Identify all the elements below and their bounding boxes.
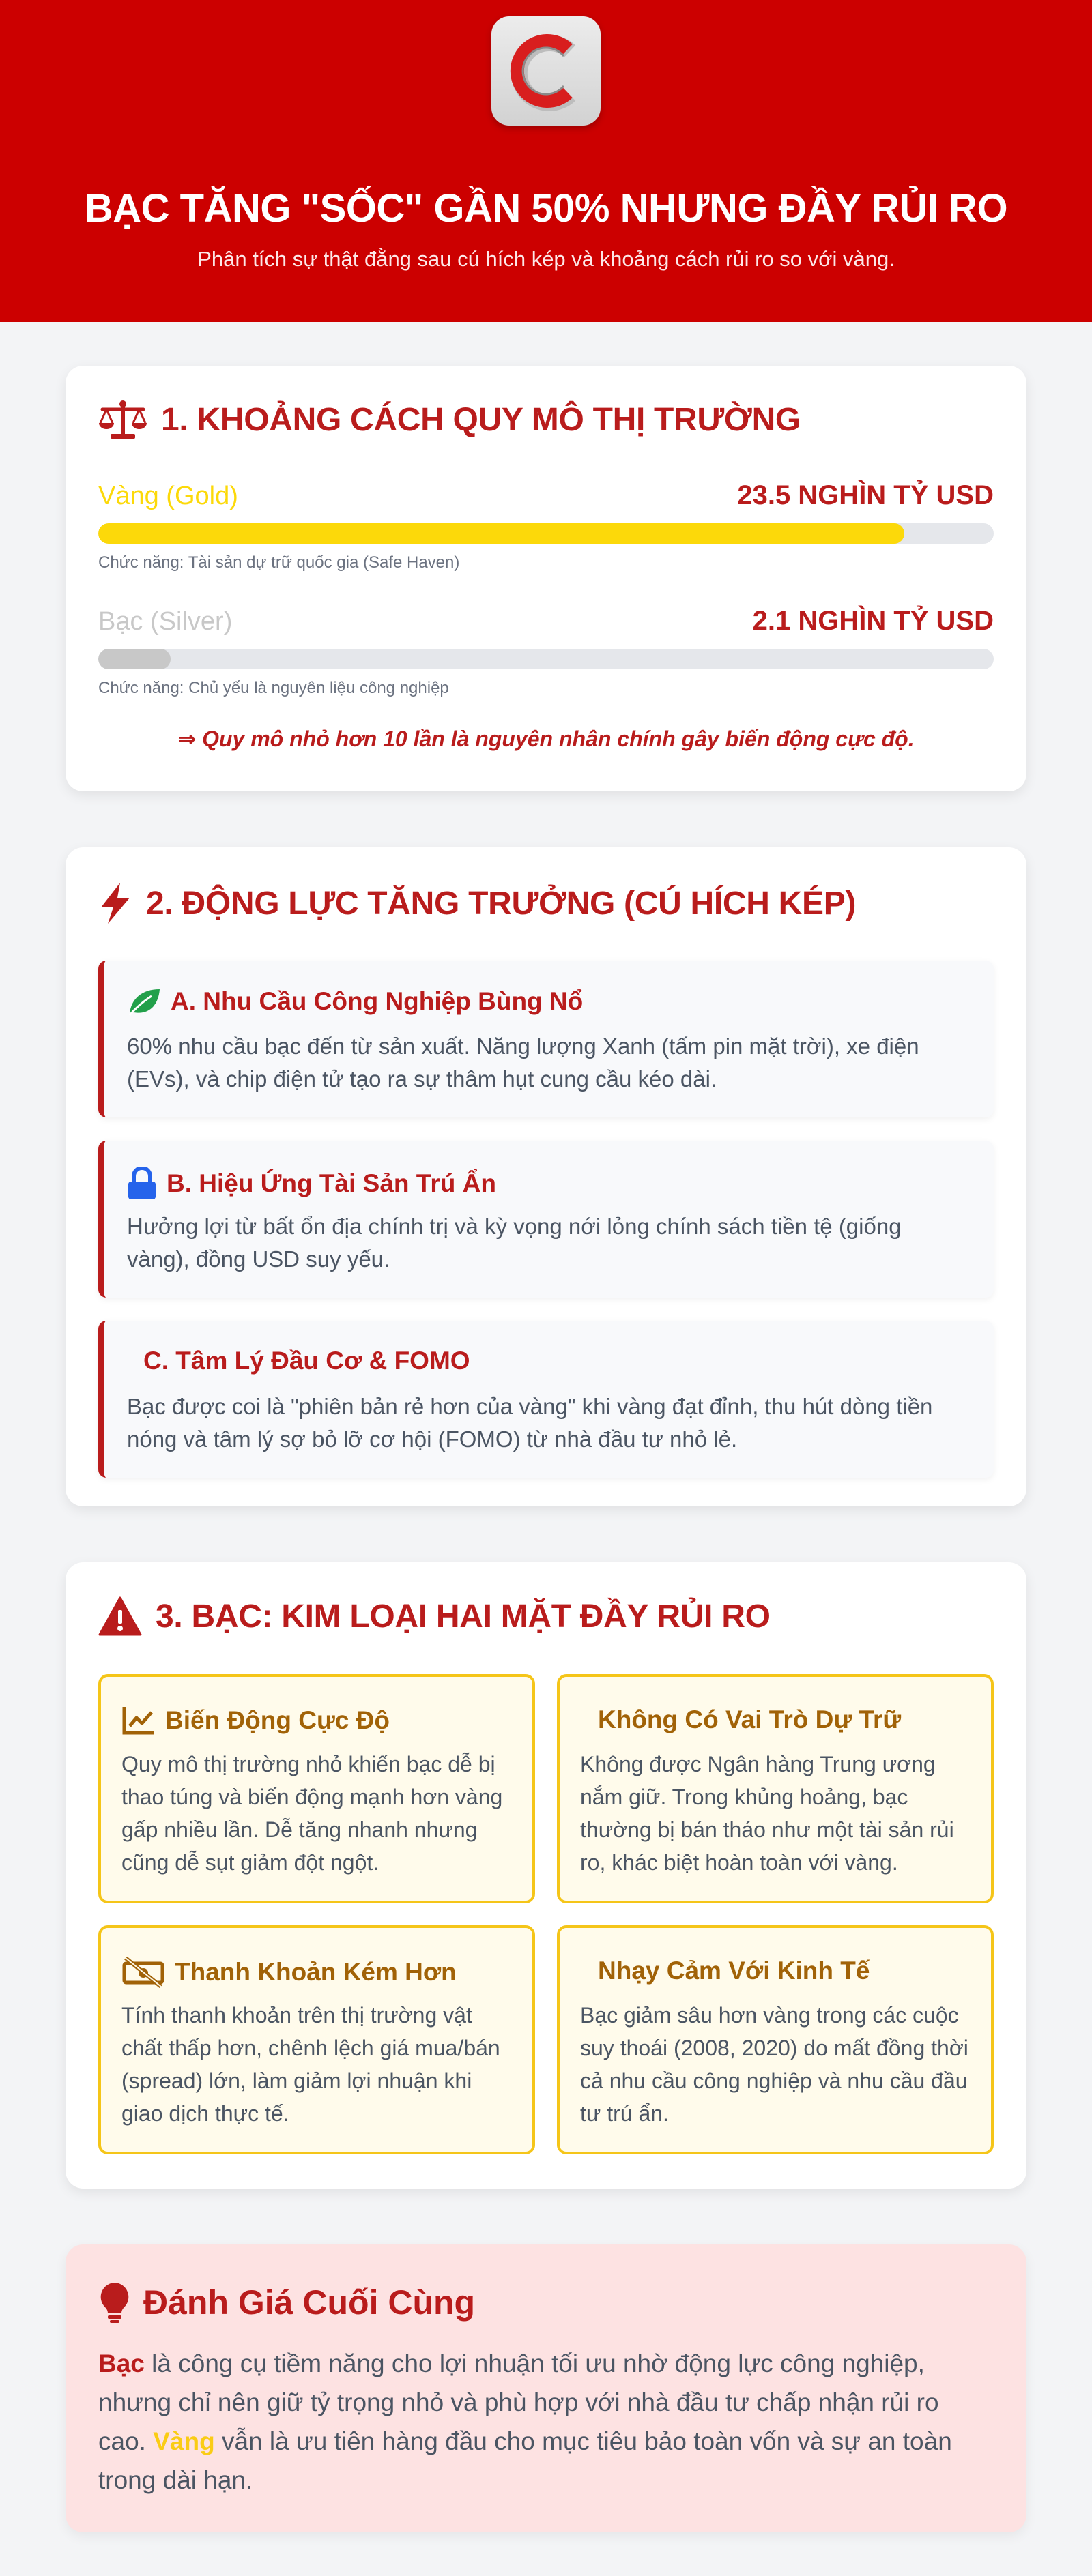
lightning-bolt-icon <box>98 881 132 925</box>
risk-card-volatility <box>98 1674 535 1903</box>
scale-conclusion: ⇒ Quy mô nhỏ hơn 10 lần là nguyên nhân chính gây biến động cực độ. <box>177 727 915 751</box>
risks-section <box>66 1562 1026 2189</box>
final-text-part-1: là công cụ tiềm năng cho lợi nhuận tối ưu nhờ động lực công nghiệp, nhưng chỉ nên giữ tỷ trọng nhỏ và phù hợp với nhà đầu tư chấp nhận rủi ro cao. <box>98 2350 939 2455</box>
risk-text-liquidity: Tính thanh khoản trên thị trường vật chất thấp hơn, chênh lệch giá mua/bán (spread) lớn, làm giảm lợi nhuận khi giao dịch thực tế. <box>121 2003 500 2126</box>
balance-scale-icon <box>98 398 147 441</box>
risk-card-no-reserve <box>557 1674 994 1903</box>
risk-title-economic-sensitivity: Nhạy Cảm Với Kinh Tế <box>598 1957 870 1985</box>
driver-title-speculation: C. Tâm Lý Đầu Cơ & FOMO <box>143 1347 470 1375</box>
risk-card-liquidity <box>98 1925 535 2154</box>
driver-title-industrial: A. Nhu Cầu Công Nghiệp Bùng Nổ <box>171 987 584 1015</box>
risk-title-liquidity: Thanh Khoản Kém Hơn <box>175 1958 457 1986</box>
silver-market-bar <box>98 606 994 698</box>
section-1-title: 1. KHOẢNG CÁCH QUY MÔ THỊ TRƯỜNG <box>161 401 801 438</box>
driver-text-safe-haven: Hưởng lợi từ bất ổn địa chính trị và kỳ vọng nới lỏng chính sách tiền tệ (giống vàng), đồng USD suy yếu. <box>127 1214 902 1272</box>
gold-label: Vàng (Gold) <box>98 482 238 510</box>
page-title: BẠC TĂNG "SỐC" GẦN 50% NHƯNG ĐẦY RỦI RO <box>84 186 1008 231</box>
lightbulb-icon <box>98 2281 131 2324</box>
page-subtitle: Phân tích sự thật đằng sau cú hích kép và khoảng cách rủi ro so với vàng. <box>197 247 895 271</box>
risk-text-volatility: Quy mô thị trường nhỏ khiến bạc dễ bị thao túng và biến động mạnh hơn vàng gấp nhiều lần. Dễ tăng nhanh nhưng cũng dễ sụt giảm đột ngột. <box>121 1752 503 1875</box>
gold-bar-fill <box>98 523 904 544</box>
no-money-icon <box>121 1957 165 1988</box>
risk-title-volatility: Biến Động Cực Độ <box>165 1706 390 1734</box>
silver-label: Bạc (Silver) <box>98 607 233 636</box>
silver-bar-fill <box>98 649 171 669</box>
warning-triangle-icon <box>98 1596 142 1636</box>
c-logo <box>491 16 601 126</box>
final-title: Đánh Giá Cuối Cùng <box>143 2283 476 2322</box>
risk-title-no-reserve: Không Có Vai Trò Dự Trữ <box>598 1706 902 1733</box>
gold-keyword: Vàng <box>153 2427 215 2455</box>
silver-value: 2.1 NGHÌN TỶ USD <box>752 606 994 636</box>
section-1-header <box>98 398 801 441</box>
section-3-header <box>98 1596 771 1636</box>
gold-value: 23.5 NGHÌN TỶ USD <box>737 480 994 510</box>
gold-bar-track <box>98 523 994 544</box>
lock-icon <box>127 1167 157 1201</box>
gold-function-note: Chức năng: Tài sản dự trữ quốc gia (Safe Haven) <box>98 553 460 572</box>
driver-title-safe-haven: B. Hiệu Ứng Tài Sản Trú Ẩn <box>167 1169 496 1197</box>
driver-text-speculation: Bạc được coi là "phiên bản rẻ hơn của vàng" khi vàng đạt đỉnh, thu hút dòng tiền nóng và tâm lý sợ bỏ lỡ cơ hội (FOMO) từ nhà đầu tư nhỏ lẻ. <box>127 1394 933 1452</box>
risk-card-economic-sensitivity <box>557 1925 994 2154</box>
section-3-title: 3. BẠC: KIM LOẠI HAI MẶT ĐẦY RỦI RO <box>156 1598 771 1635</box>
section-2-title: 2. ĐỘNG LỰC TĂNG TRƯỞNG (CÚ HÍCH KÉP) <box>146 885 857 922</box>
driver-card-industrial <box>98 961 994 1117</box>
header-banner <box>0 0 1092 322</box>
final-text-part-2: vẫn là ưu tiên hàng đầu cho mục tiêu bảo toàn vốn và sự an toàn trong dài hạn. <box>98 2427 952 2494</box>
line-chart-icon <box>121 1706 156 1736</box>
driver-card-safe-haven <box>98 1141 994 1298</box>
final-header <box>98 2281 475 2324</box>
market-scale-section <box>66 366 1026 791</box>
gold-market-bar <box>98 480 994 572</box>
driver-card-speculation <box>98 1321 994 1478</box>
silver-function-note: Chức năng: Chủ yếu là nguyên liệu công nghiệp <box>98 679 449 697</box>
section-2-header <box>98 881 856 925</box>
leaf-icon <box>127 986 161 1016</box>
final-text <box>98 2344 983 2500</box>
silver-keyword: Bạc <box>98 2350 145 2377</box>
final-assessment <box>66 2244 1026 2532</box>
risk-text-economic-sensitivity: Bạc giảm sâu hơn vàng trong các cuộc suy thoái (2008, 2020) do mất đồng thời cả nhu cầu công nghiệp và nhu cầu đầu tư trú ẩn. <box>580 2003 968 2126</box>
growth-drivers-section <box>66 847 1026 1506</box>
silver-bar-track <box>98 649 994 669</box>
driver-text-industrial: 60% nhu cầu bạc đến từ sản xuất. Năng lượng Xanh (tấm pin mặt trời), xe điện (EVs), và chip điện tử tạo ra sự thâm hụt cung cầu kéo dài. <box>127 1034 919 1092</box>
c-logo-icon <box>505 30 587 112</box>
risk-text-no-reserve: Không được Ngân hàng Trung ương nắm giữ. Trong khủng hoảng, bạc thường bị bán tháo như một tài sản rủi ro, khác biệt hoàn toàn với vàng. <box>580 1752 954 1875</box>
